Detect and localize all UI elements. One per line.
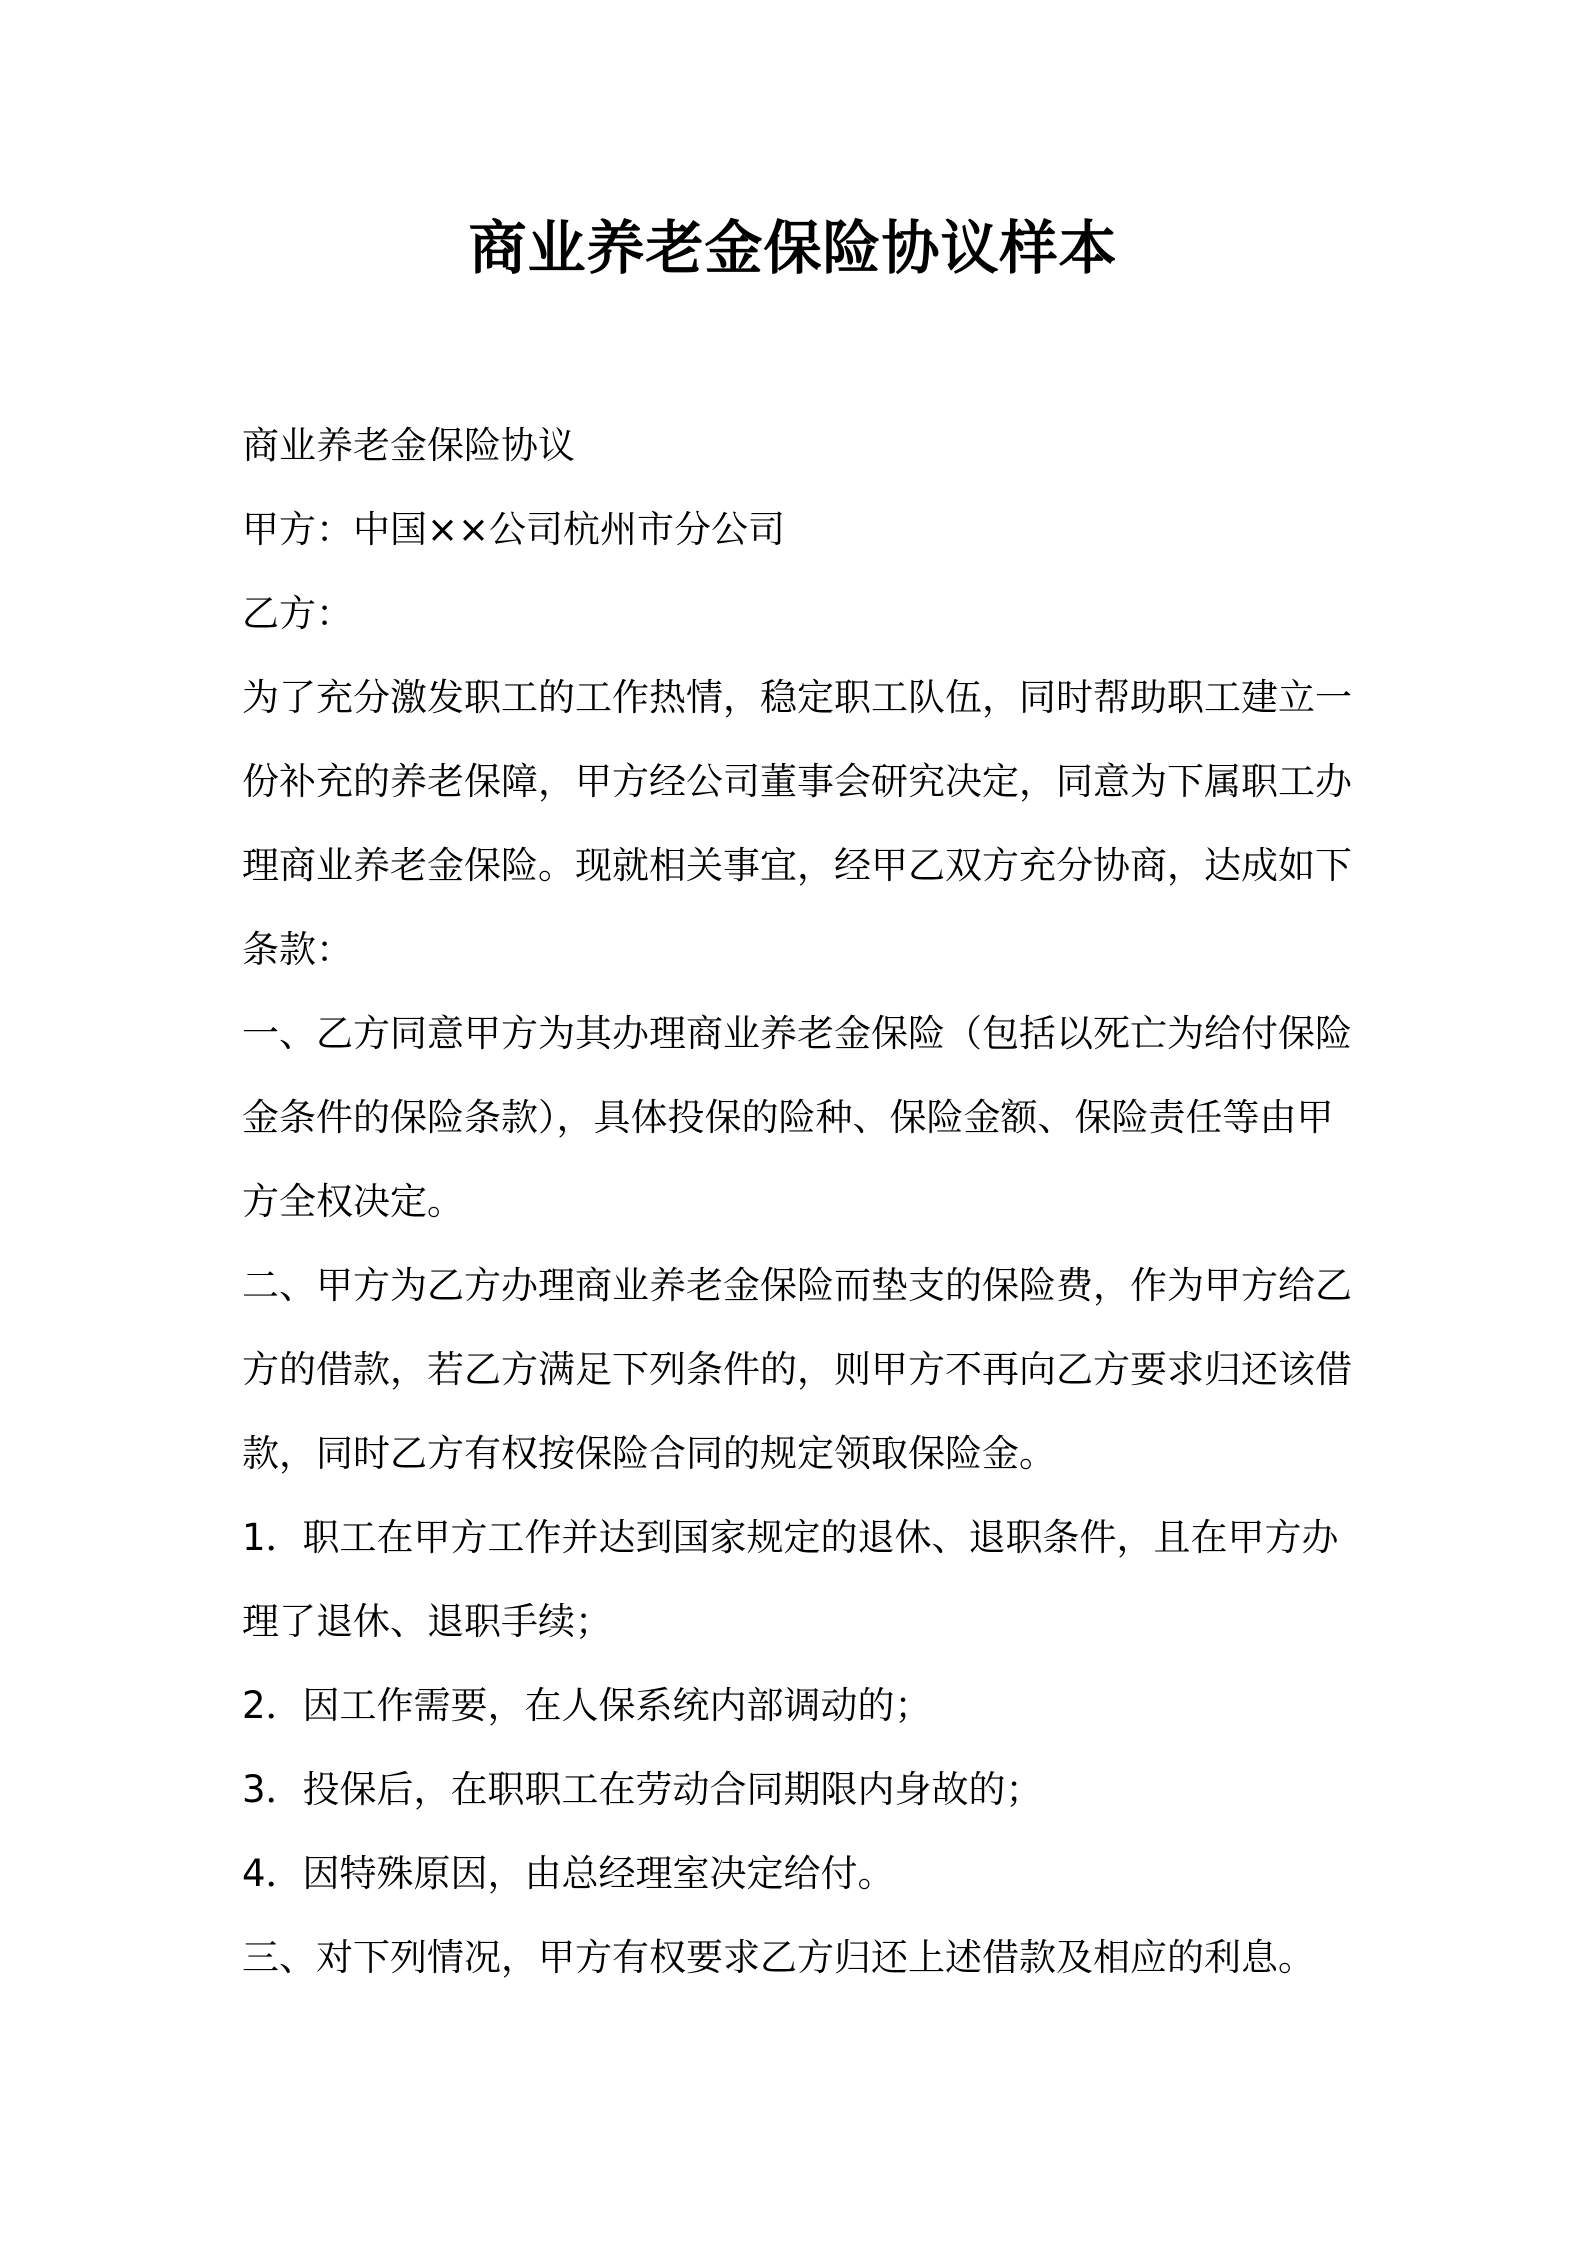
clause-2-line-2: 方的借款，若乙方满足下列条件的，则甲方不再向乙方要求归还该借 — [242, 1348, 1352, 1391]
document-body — [242, 404, 1362, 2000]
preamble-line-3: 理商业养老金保险。现就相关事宜，经甲乙双方充分协商，达成如下 — [242, 844, 1352, 887]
condition-4-line: 4．因特殊原因，由总经理室决定给付。 — [242, 1852, 895, 1895]
condition-1-line-1: 1．职工在甲方工作并达到国家规定的退休、退职条件，且在甲方办 — [242, 1516, 1339, 1559]
document-title: 商业养老金保险协议样本 — [468, 214, 1118, 282]
party-a-line: 甲方：中国××公司杭州市分公司 — [242, 508, 786, 551]
clause-3-line: 三、对下列情况，甲方有权要求乙方归还上述借款及相应的利息。 — [242, 1936, 1315, 1979]
clause-2-line-1: 二、甲方为乙方办理商业养老金保险而垫支的保险费，作为甲方给乙 — [242, 1264, 1352, 1307]
preamble-line-4: 条款： — [242, 928, 353, 971]
condition-1-line-2: 理了退休、退职手续； — [242, 1600, 612, 1643]
preamble-line-1: 为了充分激发职工的工作热情，稳定职工队伍，同时帮助职工建立一 — [242, 676, 1352, 719]
clause-2-line-3: 款，同时乙方有权按保险合同的规定领取保险金。 — [242, 1432, 1056, 1475]
clause-1-line-1: 一、乙方同意甲方为其办理商业养老金保险（包括以死亡为给付保险 — [242, 1012, 1352, 1055]
clause-1-line-2: 金条件的保险条款），具体投保的险种、保险金额、保险责任等由甲 — [242, 1096, 1334, 1139]
clause-1-line-3: 方全权决定。 — [242, 1180, 464, 1223]
preamble-line-2: 份补充的养老保障，甲方经公司董事会研究决定，同意为下属职工办 — [242, 760, 1352, 803]
condition-3-line: 3．投保后，在职职工在劳动合同期限内身故的； — [242, 1768, 1043, 1811]
agreement-heading: 商业养老金保险协议 — [242, 424, 575, 467]
party-b-line: 乙方： — [242, 592, 353, 635]
condition-2-line: 2．因工作需要，在人保系统内部调动的； — [242, 1684, 932, 1727]
